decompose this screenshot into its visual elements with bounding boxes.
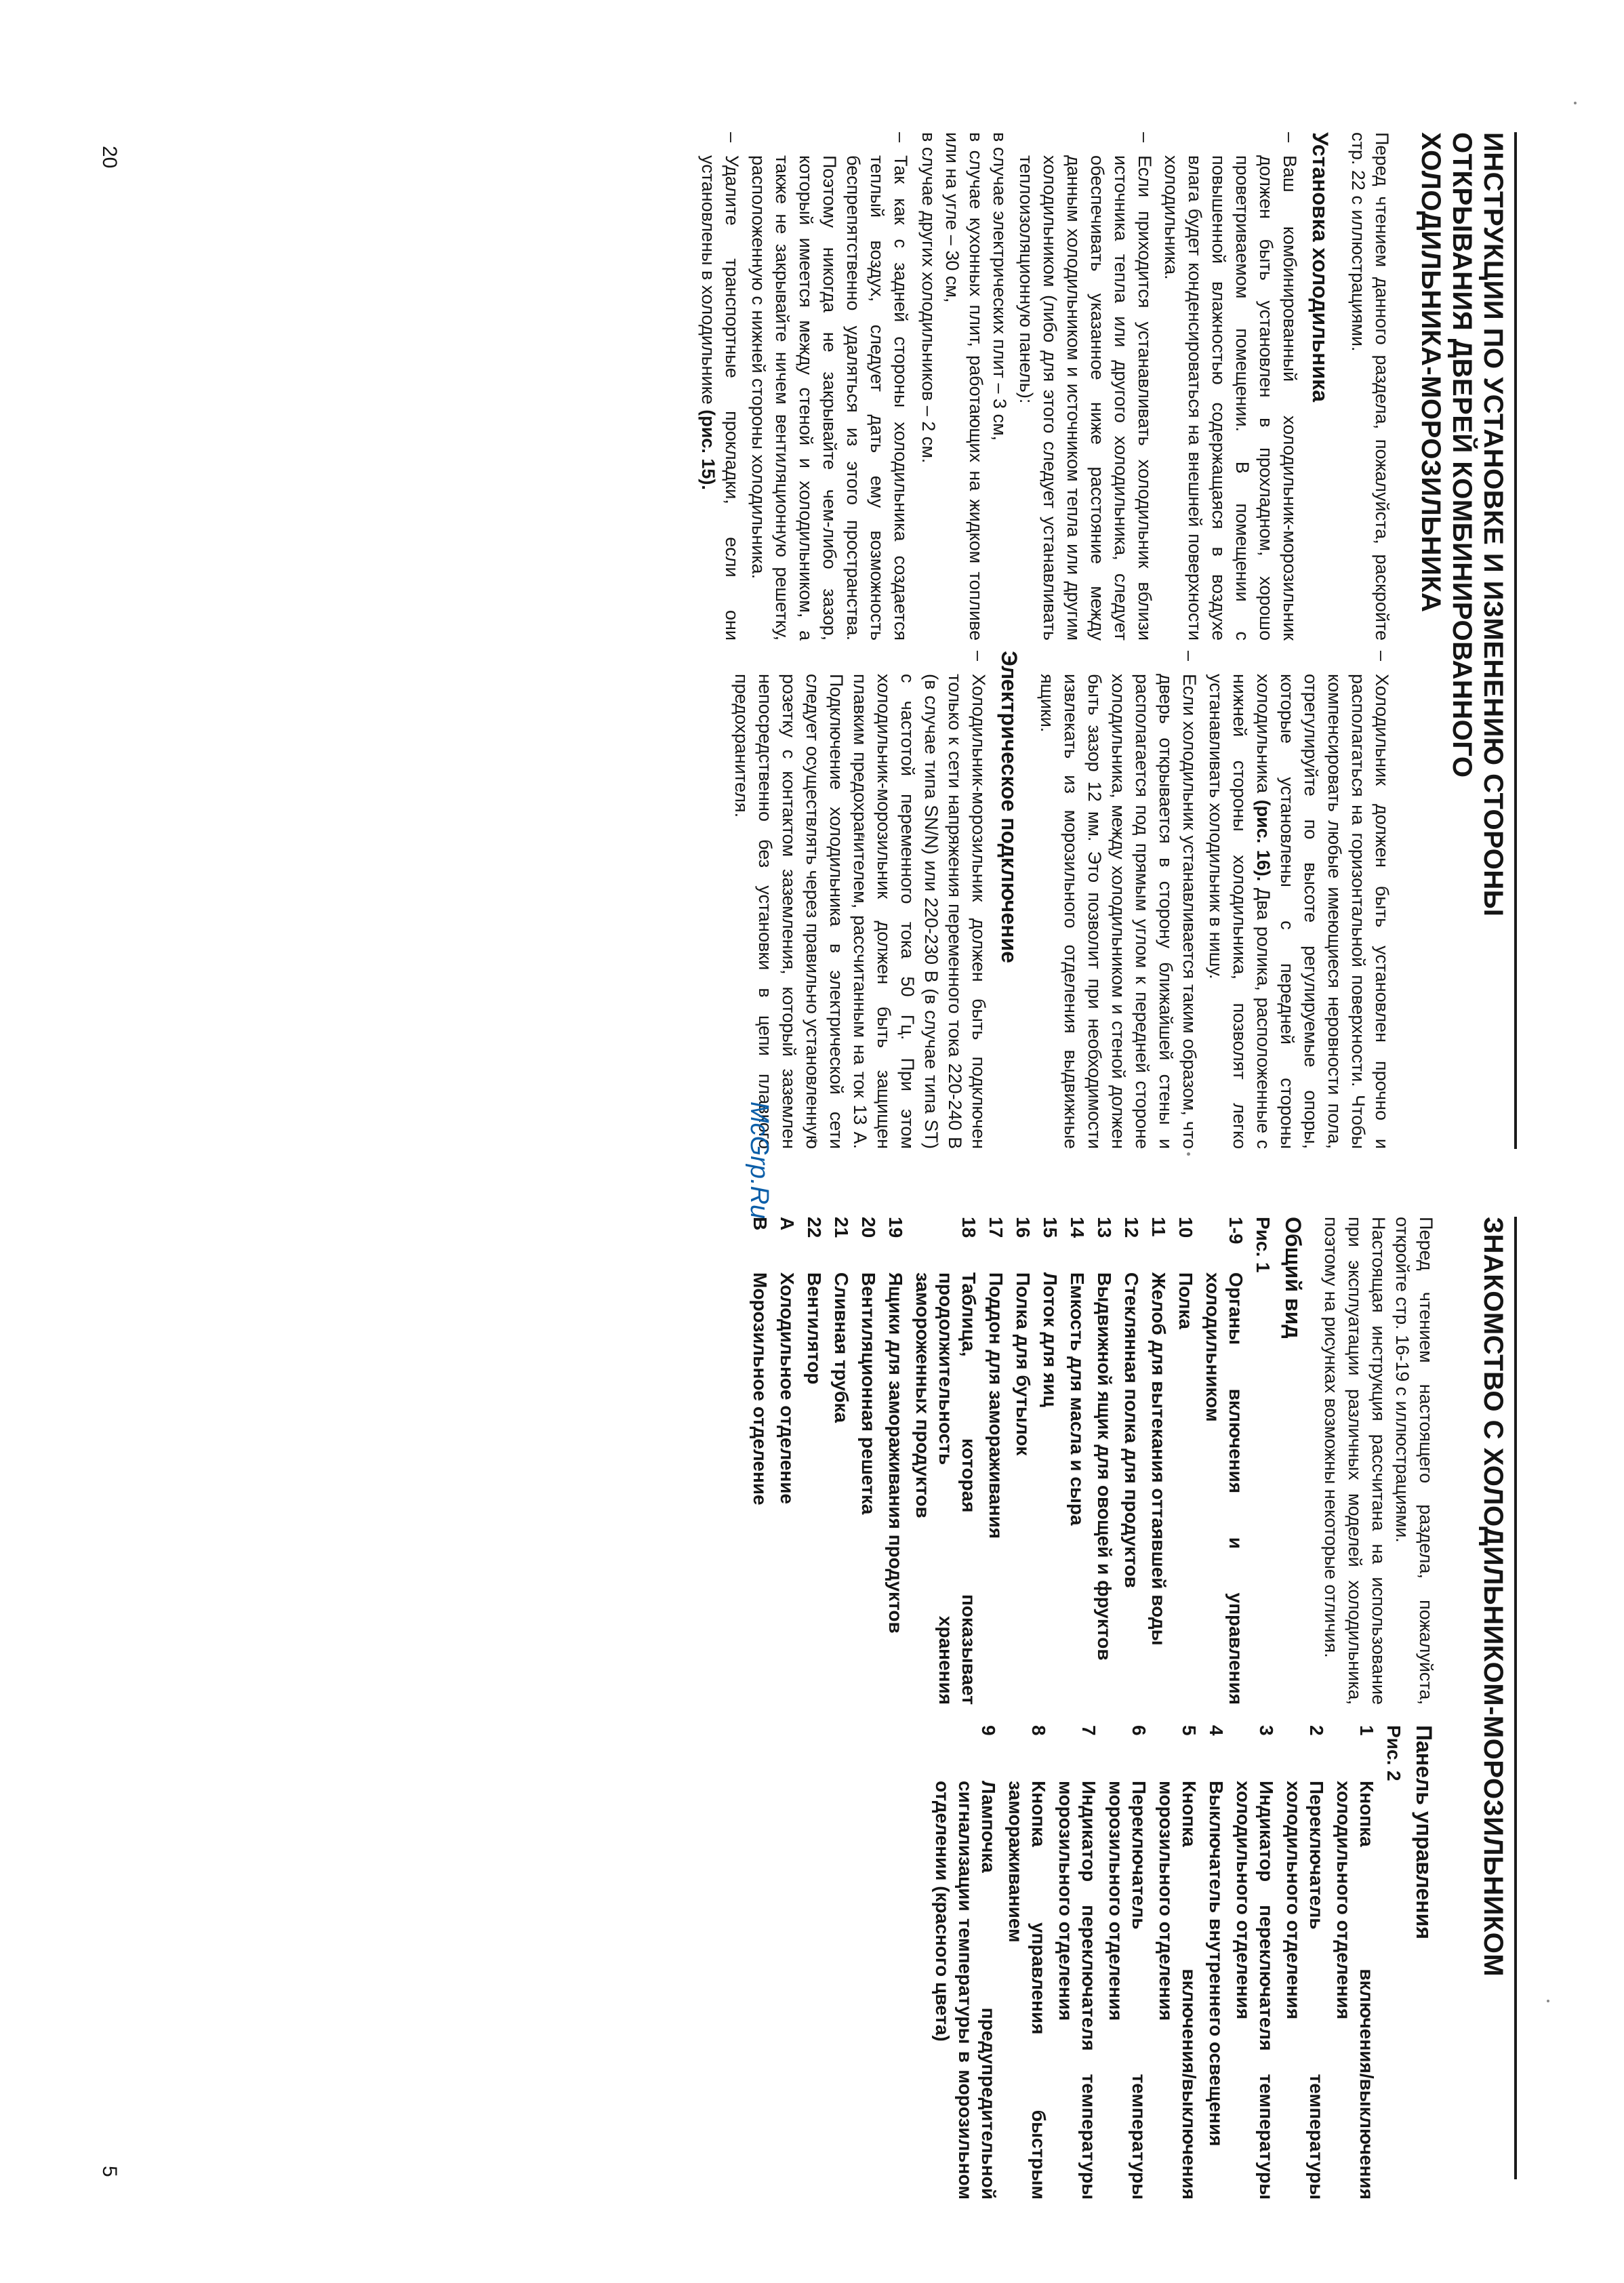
legend-text: Ящики для замораживания продуктов — [885, 1272, 906, 1634]
left-title-line-3: ХОЛОДИЛЬНИКА-МОРОЗИЛЬНИКА — [1416, 132, 1446, 613]
legend-text: Кнопка включения/выключения морозильного отделения — [1156, 1781, 1200, 2200]
right-intro-2: Настоящая инструкция рассчитана на использование при эксплуатации различных моделей холодильника, поэтому на рисунках возможны некоторые отличия. — [1321, 1217, 1389, 1705]
scan-speck — [1547, 2000, 1549, 2002]
fig15-ref: (рис. 15). — [698, 409, 718, 490]
legend-row — [1093, 1217, 1116, 1705]
legend-row — [931, 1725, 1000, 2200]
legend-number: 9 — [978, 1725, 999, 1736]
legend-text: Органы включения и управления холодильником — [1202, 1272, 1246, 1705]
distance-item: в случае кухонных плит, работающих на жидком топливе или на угле – 30 см, — [942, 132, 986, 641]
legend-text: Вентиляционная решетка — [858, 1272, 879, 1515]
legend-row — [1104, 1725, 1150, 2200]
left-title-line-2: ОТКРЫВАНИЯ ДВЕРЕЙ КОМБИНИРОВАННОГО — [1447, 132, 1477, 778]
fig1-label: Рис. 1 — [1253, 1217, 1274, 1273]
legend-number: 19 — [885, 1217, 906, 1238]
legend-number: 22 — [804, 1217, 825, 1238]
legend-row — [1065, 1217, 1089, 1705]
legend-number: 5 — [1179, 1725, 1200, 1736]
transport-text: Удалите транспортные прокладки, если они установлены в холодильнике — [698, 155, 742, 641]
right-page-number: 5 — [98, 2166, 121, 2177]
legend-text: Морозильное отделение — [750, 1272, 771, 1506]
legend-text: Кнопка включения/выключения холодильного отделения — [1333, 1781, 1377, 2200]
legend-text: Стеклянная полка для продуктов — [1121, 1272, 1142, 1588]
fig16-ref: (рис. 16). — [1253, 799, 1274, 882]
legend-row — [803, 1217, 826, 1705]
legend-number: 1-9 — [1225, 1217, 1246, 1245]
list-item: – Так как с задней стороны холодильника создается теплый воздух, следует дать ему возможность беспрепятственно удаляться из этого пространства. Поэтому никогда не закрывайте чем-либо зазор, который имеется между стеной и холодильником, а также не закрывайте ничем вентиляционную решетку, расположенную с нижней стороны холодильника. — [746, 132, 912, 641]
legend-row — [911, 1217, 980, 1705]
left-title-rule — [1514, 132, 1517, 1149]
right-column-1 — [744, 1217, 1438, 1705]
list-item: – Холодильник должен быть установлен прочно и располагаться на горизонтальной поверхности. Чтобы компенсировать любые имеющиеся неровности пола, отрегулируйте по высоте регулируемые опоры, которые установлены с передней стороны холодильника (рис. 16). Два ролика, расположенные с нижней стороны холодильника, позволят легко устанавливать холодильник в нишу. — [1204, 651, 1394, 1149]
legend-text: Полка — [1175, 1272, 1196, 1329]
legend-number: 15 — [1040, 1217, 1061, 1238]
legend-number: 14 — [1067, 1217, 1088, 1238]
legend-row — [984, 1217, 1007, 1705]
legend-number: 20 — [858, 1217, 879, 1238]
legend-number: B — [750, 1217, 771, 1231]
legend-fig2 — [931, 1725, 1378, 2200]
legend-row — [1054, 1725, 1100, 2200]
legend-text: Переключатель температуры холодильного отделения — [1283, 1781, 1327, 2200]
legend-row — [1147, 1217, 1170, 1705]
legend-row — [1038, 1217, 1061, 1705]
legend-text: Кнопка управления быстрым замораживанием — [1005, 1781, 1049, 2200]
left-column-2 — [727, 651, 1394, 1149]
legend-row — [1120, 1217, 1143, 1705]
legend-number: 17 — [986, 1217, 1007, 1238]
legend-number: 18 — [958, 1217, 979, 1238]
distance-item: в случае других холодильников – 2 см. — [918, 132, 939, 464]
legend-number: 16 — [1013, 1217, 1034, 1238]
legend-row — [1332, 1725, 1378, 2200]
legend-row — [857, 1217, 880, 1705]
legend-row — [1154, 1725, 1200, 2200]
install-item-text: Если приходится устанавливать холодильник вблизи источника тепла или другого холодильника, следует обеспечивать указанное ниже расстояние между данным холодильником и источником тепла или другим холодильником (либо для этого следует устанавливать теплоизоляционную панель): — [1016, 155, 1155, 641]
legend-number: 6 — [1129, 1725, 1150, 1736]
general-view-heading: Общий вид — [1281, 1217, 1305, 1339]
legend-text: Выключатель внутреннего освещения — [1206, 1781, 1227, 2147]
right-intro-1: Перед чтением настоящего раздела, пожалуйста, откройте стр. 16-19 с иллюстрациями. — [1392, 1217, 1436, 1705]
watermark-text: McGrp.Ru — [745, 1102, 773, 1219]
left-column-1 — [693, 132, 1394, 641]
legend-row — [1174, 1217, 1197, 1705]
legend-number: 12 — [1121, 1217, 1142, 1238]
legend-text: Поддон для замораживания — [986, 1272, 1007, 1539]
legend-text: Желоб для вытекания оттаявшей воды — [1148, 1272, 1169, 1646]
list-item: – Если холодильник устанавливается таким образом, что дверь открывается в сторону ближайшей стены и располагается под прямым углом к передней стороне холодильника, между холодильником и стеной должен быть зазор 12 мм. Это позволит при необходимости извлекать из морозильного отделения выдвижные ящики. — [1035, 651, 1201, 1149]
legend-text: Холодильное отделение — [777, 1272, 798, 1505]
legend-number: 10 — [1175, 1217, 1196, 1238]
scan-speck — [1187, 1152, 1190, 1156]
left-intro-text: Перед чтением данного раздела, пожалуйста, раскройте стр. 22 с иллюстрациями. — [1348, 132, 1392, 641]
legend-number: 2 — [1306, 1725, 1327, 1736]
legend-row — [830, 1217, 853, 1705]
install-item-text: Если холодильник устанавливается таким образом, что дверь открывается в сторону ближайшей стены и располагается под прямым углом к передней стороне холодильника, между холодильником и стеной должен быть зазор 12 мм. Это позволит при необходимости извлекать из морозильного отделения выдвижные ящики. — [1037, 674, 1200, 1149]
legend-fig1 — [748, 1217, 1247, 1705]
left-page-title — [1415, 132, 1509, 1149]
legend-row — [775, 1217, 798, 1705]
legend-text: Сливная трубка — [831, 1272, 852, 1423]
legend-row — [1232, 1725, 1278, 2200]
left-title-line-1: ИНСТРУКЦИИ ПО УСТАНОВКЕ И ИЗМЕНЕНИЮ СТОРОНЫ — [1478, 132, 1508, 917]
list-item: – Удалите транспортные прокладки, если они установлены в холодильнике (рис. 15). — [696, 132, 744, 641]
legend-text: Лоток для яиц — [1040, 1272, 1061, 1407]
list-item: – Ваш комбинированный холодильник-морозильник должен быть установлен в прохладном, хорошо проветриваемом помещении. В помещении с повышенной влажностью содержащаяся в воздухе влага будет конденсироваться на внешней поверхности холодильника. — [1159, 132, 1301, 641]
legend-number: 21 — [831, 1217, 852, 1238]
legend-row — [1011, 1217, 1034, 1705]
install-item-text — [696, 155, 744, 641]
legend-text: Переключатель температуры морозильного отделения — [1105, 1781, 1150, 2200]
install-item-text: Ваш комбинированный холодильник-морозильник должен быть установлен в прохладном, хорошо проветриваемом помещении. В помещении с повышенной влажностью содержащаяся в воздухе влага будет конденсироваться на внешней поверхности холодильника. — [1161, 155, 1300, 641]
legend-text: Вентилятор — [804, 1272, 825, 1385]
legend-text: Полка для бутылок — [1013, 1272, 1034, 1456]
rollers-text: Два ролика, расположенные с нижней стороны холодильника, позволят легко устанавливать холодильник в нишу. — [1206, 674, 1274, 1149]
legend-row — [1004, 1725, 1050, 2200]
legend-number: 8 — [1028, 1725, 1049, 1736]
list-item: – Холодильник-морозильник должен быть подключен только к сети напряжения переменного тока 220-240 В (в случае типа SN/N) или 220-230 В (в случае типа ST) с частотой переменного тока 50 Гц. При этом холодильник-морозильник должен быть защищен плавким предохранителем, рассчитанным на ток 13 А. Подключение холодильника в электрической сети следует осуществлять через правильно установленную розетку с контактом заземления, который заземлен непосредственно без установки в цепи плавкого предохранителя. — [729, 651, 990, 1149]
electrical-heading: Электрическое подключение — [997, 651, 1021, 963]
list-item: – Если приходится устанавливать холодильник вблизи источника тепла или другого холодильника, следует обеспечивать указанное ниже расстояние между данным холодильником и источником тепла или другим холодильником (либо для этого следует устанавливать теплоизоляционную панель): — [1014, 132, 1156, 641]
install-item-text: Так как с задней стороны холодильника создается теплый воздух, следует дать ему возможность беспрепятственно удаляться из этого пространства. Поэтому никогда не закрывайте чем-либо зазор, который имеется между стеной и холодильником, а также не закрывайте ничем вентиляционную решетку, расположенную с нижней стороны холодильника. — [748, 155, 911, 641]
legend-text: Индикатор переключателя температуры морозильного отделения — [1055, 1781, 1099, 2200]
legend-number: 1 — [1356, 1725, 1377, 1736]
left-page-number: 20 — [98, 146, 121, 169]
legend-text: Таблица, которая показывает продолжительность хранения замороженных продуктов — [912, 1272, 979, 1705]
right-column-2 — [927, 1725, 1438, 2200]
scan-speck — [1574, 102, 1577, 104]
legend-text: Лампочка предупредительной сигнализации температуры в морозильном отделении (красного цвета) — [932, 1781, 999, 2200]
install-heading: Установка холодильника — [1308, 132, 1333, 402]
legend-row — [748, 1217, 771, 1705]
legend-text: Индикатор переключателя температуры холодильного отделения — [1233, 1781, 1277, 2200]
legend-number: 13 — [1094, 1217, 1115, 1238]
legend-number: 4 — [1206, 1725, 1227, 1736]
distance-item: в случае электрических плит – 3 см, — [990, 132, 1010, 441]
legend-number: 7 — [1078, 1725, 1099, 1736]
distance-list — [916, 132, 1011, 641]
legend-number: 3 — [1256, 1725, 1277, 1736]
legend-row — [1282, 1725, 1328, 2200]
legend-row — [884, 1217, 907, 1705]
install-item-text — [1204, 674, 1394, 1149]
legend-number: A — [777, 1217, 798, 1231]
legend-text: Выдвижной ящик для овощей и фруктов — [1094, 1272, 1115, 1661]
level-text: Холодильник должен быть установлен прочно и располагаться на горизонтальной поверхности. Чтобы компенсировать любые имеющиеся неровности пола, отрегулируйте по высоте регулируемые опоры, которые установлены с передней стороны холодильника — [1253, 674, 1392, 1149]
right-title-rule — [1514, 1217, 1517, 2179]
fig2-label: Рис. 2 — [1383, 1725, 1404, 1781]
control-panel-heading: Панель управления — [1412, 1725, 1436, 1939]
legend-text: Емкость для масла и сыра — [1067, 1272, 1088, 1526]
legend-row — [1201, 1217, 1247, 1705]
electrical-text: Холодильник-морозильник должен быть подключен только к сети напряжения переменного тока 220-240 В (в случае типа SN/N) или 220-230 В (в случае типа ST) с частотой переменного тока 50 Гц. При этом холодильник-морозильник должен быть защищен плавким предохранителем, рассчитанным на ток 13 А. Подключение холодильника в электрической сети следует осуществлять через правильно установленную розетку с контактом заземления, который заземлен непосредственно без установки в цепи плавкого предохранителя. — [731, 674, 989, 1149]
legend-row — [1204, 1725, 1227, 2200]
legend-number: 11 — [1148, 1217, 1169, 1237]
right-page-title: ЗНАКОМСТВО С ХОЛОДИЛЬНИКОМ-МОРОЗИЛЬНИКОМ — [1478, 1217, 1508, 1977]
